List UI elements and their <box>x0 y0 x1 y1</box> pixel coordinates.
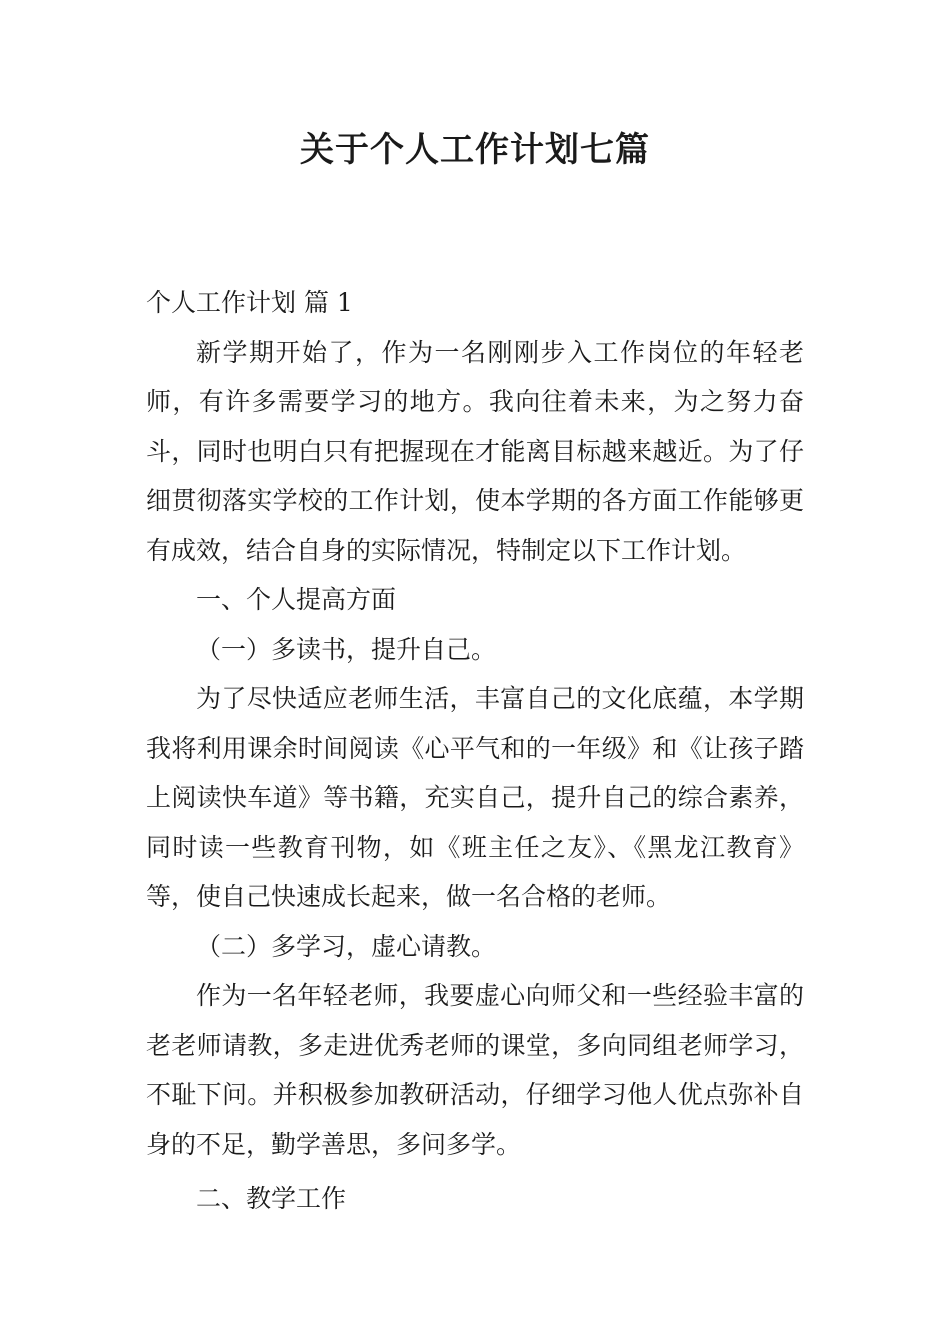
paragraph-intro: 新学期开始了，作为一名刚刚步入工作岗位的年轻老师，有许多需要学习的地方。我向往着未来，为之努力奋斗，同时也明白只有把握现在才能离目标越来越近。为了仔细贯彻落实学校的工作计划，使本学期的各方面工作能够更有成效，结合自身的实际情况，特制定以下工作计划。 <box>146 337 804 565</box>
paragraph-learning: 作为一名年轻老师，我要虚心向师父和一些经验丰富的老老师请教，多走进优秀老师的课堂，多向同组老师学习，不耻下问。并积极参加教研活动，仔细学习他人优点弥补自身的不足，勤学善思，多问多学。 <box>146 981 804 1159</box>
subheading-learning: （二）多学习，虚心请教。 <box>196 931 497 961</box>
document-title: 关于个人工作计划七篇 <box>300 130 650 170</box>
document-body <box>146 278 804 1224</box>
subheading-reading: （一）多读书，提升自己。 <box>196 634 497 664</box>
heading-teaching-work: 二、教学工作 <box>196 1184 347 1213</box>
section-label: 个人工作计划 篇 1 <box>146 288 353 317</box>
heading-personal-improvement: 一、个人提高方面 <box>196 585 397 614</box>
paragraph-reading: 为了尽快适应老师生活，丰富自己的文化底蕴，本学期我将利用课余时间阅读《心平气和的一年级》和《让孩子踏上阅读快车道》等书籍，充实自己，提升自己的综合素养，同时读一些教育刊物，如《班主任之友》、《黑龙江教育》等，使自己快速成长起来，做一名合格的老师。 <box>146 684 804 911</box>
